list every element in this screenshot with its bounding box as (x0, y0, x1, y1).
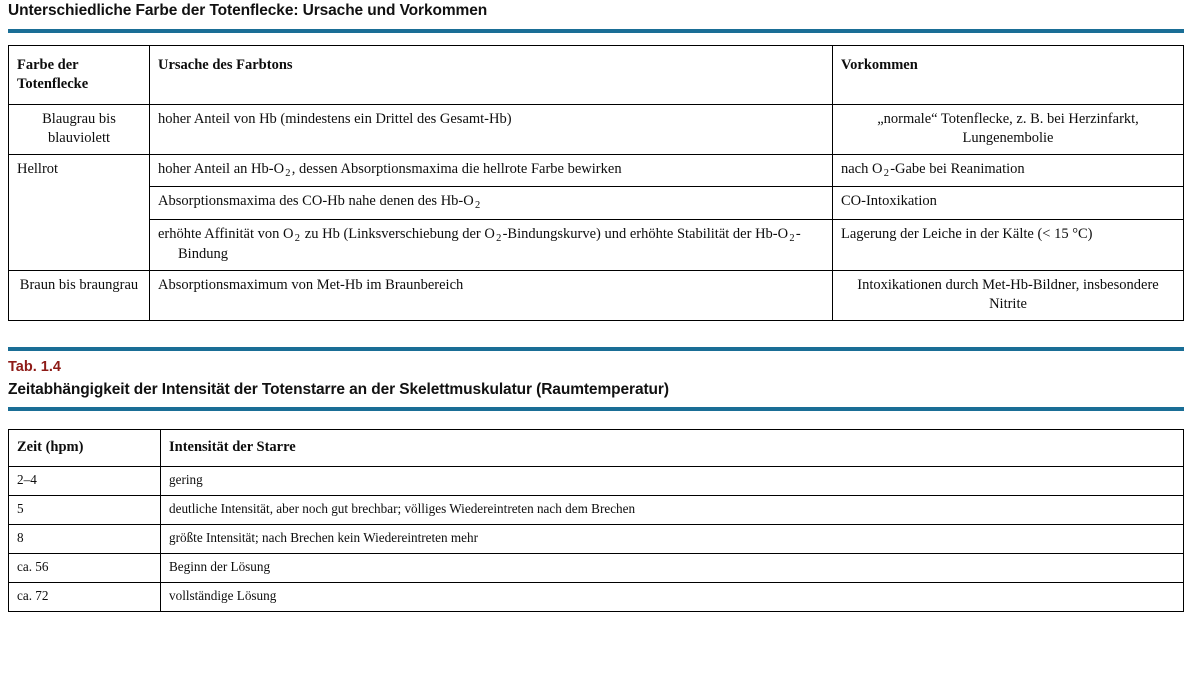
farbe-blaugrau-line2: blauviolett (47, 130, 110, 146)
subscript-two: 2 (883, 167, 889, 179)
table-2-caption: Zeitabhängigkeit der Intensität der Totenstarre an der Skelettmuskulatur (Raumtemperatur) (8, 380, 669, 398)
ursache-hellrot-3-mid2: -Bindungskurve) und erhöhte Stabilität der Hb-O (502, 225, 789, 242)
subscript-two: 2 (474, 200, 481, 212)
cell-farbe-braun (9, 271, 150, 321)
spacer-1 (0, 33, 1192, 45)
ursache-hellrot-1-pre: hoher Anteil an Hb-O (158, 160, 285, 177)
ursache-hellrot-3-mid: zu Hb (Linksverschiebung der O (301, 225, 495, 242)
cell-vorkommen-blaugrau (833, 105, 1184, 155)
table-row (9, 154, 1184, 186)
cell-zeit-1: 2–4 (9, 466, 161, 495)
table-row (9, 187, 1184, 219)
ursache-hellrot-1-post: , dessen Absorptionsmaxima die hellrote Farbe bewirken (291, 160, 622, 177)
table-row (9, 524, 1184, 553)
cell-ursache-hellrot-3 (150, 219, 833, 270)
header-farbe-line1: Farbe der (17, 57, 79, 74)
spacer-2 (0, 321, 1192, 347)
subscript-two: 2 (294, 232, 300, 244)
cell-intensitaet-3: größte Intensität; nach Brechen kein Wiedereintreten mehr (161, 524, 1184, 553)
farbe-braun-line1: Braun bis (19, 277, 76, 294)
cell-farbe-blaugrau (9, 105, 150, 155)
farbe-blaugrau-line1: Blaugrau bis (42, 111, 116, 128)
table-row (9, 553, 1184, 582)
table-2-number: Tab. 1.4 (8, 358, 61, 375)
cell-farbe-hellrot (9, 154, 150, 270)
ursache-hellrot-2-pre: Absorptionsmaxima des CO-Hb nahe denen des Hb-O (158, 193, 474, 210)
table-row (9, 582, 1184, 611)
cell-vorkommen-hellrot-3: Lagerung der Leiche in der Kälte (< 15 °C) (833, 219, 1184, 270)
table-1-header-row (9, 46, 1184, 105)
table-row (9, 105, 1184, 155)
cell-vorkommen-braun (833, 271, 1184, 321)
spacer-4 (0, 411, 1192, 429)
header-ursache-des-farbtons: Ursache des Farbtons (150, 46, 833, 105)
cell-zeit-2: 5 (9, 495, 161, 524)
table-row (9, 466, 1184, 495)
farbe-braun-line2: braungrau (79, 277, 139, 294)
table-1-wrapper (0, 45, 1192, 320)
vorkommen-blaugrau-line1: „normale“ Totenflecke, z. B. bei Herzinfarkt, (877, 111, 1139, 128)
table-2-head (9, 430, 1184, 467)
table-1-body (9, 105, 1184, 321)
header-farbe-der-totenflecke (9, 46, 150, 105)
cell-intensitaet-5: vollständige Lösung (161, 582, 1184, 611)
vorkommen-hellrot-1-post: -Gabe bei Reanimation (890, 160, 1025, 177)
cell-vorkommen-hellrot-2: CO-Intoxikation (833, 187, 1184, 219)
cell-intensitaet-1: gering (161, 466, 1184, 495)
cell-zeit-3: 8 (9, 524, 161, 553)
table-totenstarre-intensitaet (8, 429, 1184, 612)
ursache-hellrot-3-post: -Bindung (178, 225, 801, 263)
cell-intensitaet-2: deutliche Intensität, aber noch gut brechbar; völliges Wiedereintreten nach dem Brechen (161, 495, 1184, 524)
table-1-caption: Unterschiedliche Farbe der Totenflecke: Ursache und Vorkommen (8, 2, 488, 19)
vorkommen-hellrot-1-pre: nach O (841, 160, 883, 177)
cell-intensitaet-4: Beginn der Lösung (161, 553, 1184, 582)
header-vorkommen: Vorkommen (833, 46, 1184, 105)
table-row (9, 271, 1184, 321)
subscript-two: 2 (285, 167, 291, 179)
cell-ursache-hellrot-1 (150, 154, 833, 186)
cell-vorkommen-hellrot-1 (833, 154, 1184, 186)
table-2-header-row (9, 430, 1184, 467)
table-1-caption-block (0, 0, 1192, 22)
vorkommen-blaugrau-line2: Lungenembolie (962, 130, 1054, 146)
ursache-hellrot-3-pre: erhöhte Affinität von O (158, 225, 294, 242)
cell-zeit-5: ca. 72 (9, 582, 161, 611)
table-1-head (9, 46, 1184, 105)
vorkommen-braun-line2: insbesondere Nitrite (989, 277, 1159, 312)
vorkommen-braun-line1: Intoxikationen durch Met-Hb-Bildner, (857, 277, 1080, 294)
table-row (9, 495, 1184, 524)
table-2-caption-block (0, 357, 1192, 401)
table-farbe-der-totenflecke (8, 45, 1184, 320)
header-farbe-line2: Totenflecke (17, 76, 89, 93)
table-2-body (9, 466, 1184, 611)
farbe-hellrot-label: Hellrot (17, 160, 59, 177)
cell-ursache-braun: Absorptionsmaximum von Met-Hb im Braunbereich (150, 271, 833, 321)
subscript-two: 2 (496, 232, 502, 244)
table-2-wrapper (0, 429, 1192, 612)
cell-ursache-blaugrau: hoher Anteil von Hb (mindestens ein Drittel des Gesamt-Hb) (150, 105, 833, 155)
subscript-two: 2 (789, 232, 795, 244)
cell-ursache-hellrot-2 (150, 187, 833, 219)
table-row (9, 219, 1184, 270)
cell-zeit-4: ca. 56 (9, 553, 161, 582)
header-zeit-hpm: Zeit (hpm) (9, 430, 161, 467)
header-intensitaet-der-starre: Intensität der Starre (161, 430, 1184, 467)
